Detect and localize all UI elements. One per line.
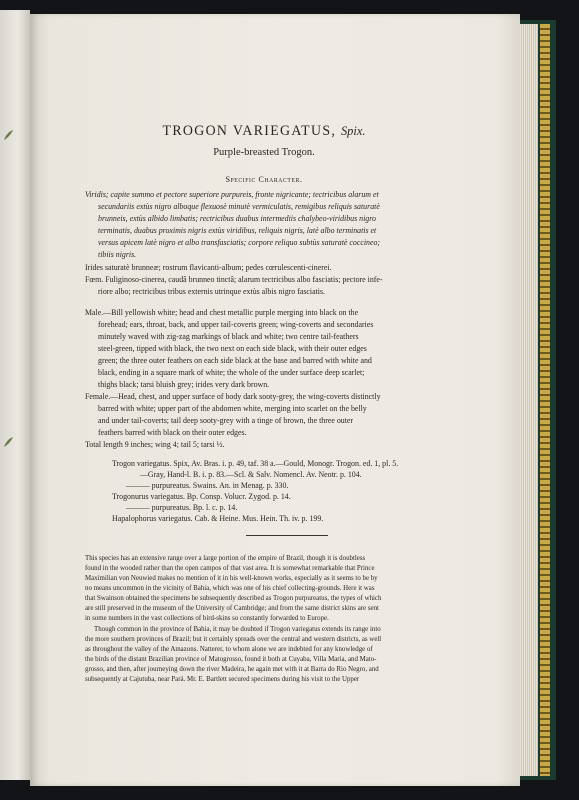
page-title: TROGON VARIEGATUS, Spix. — [162, 123, 366, 139]
section-heading: Specific Character. — [225, 174, 303, 184]
section-divider — [246, 535, 328, 536]
narrative-line: the birds of the distant Brazilian province of Matogrosso, found it both at Cuyaba, Villa Maria, and Mato- — [85, 656, 377, 663]
measurements-line: Total length 9 inches; wing 4; tail 5; tarsi ½. — [85, 440, 225, 449]
latin-line: brunneis, extùs albido limbatis; rectricibus duabus intermediis chalybeo-viridibus nigro — [98, 214, 376, 223]
latin-line: Viridis; capite summo et pectore superiore purpureis, fronte nigricante; tectricibus alarum et — [85, 190, 379, 199]
description-line: minutely waved with zig-zag markings of black and white; two centre tail-feathers — [98, 332, 359, 341]
description-line: thighs black; tarsi bluish grey; irides very dark brown. — [98, 380, 270, 389]
synonymy-line: ——— purpureatus. Bp. l. c. p. 14. — [126, 503, 238, 512]
narrative-line: Maximilian von Neuwied makes no mention of it in his well-known works, especially as it seems to be by — [85, 575, 378, 582]
description-line: Female.—Head, chest, and upper surface of body dark sooty-grey, the wing-coverts distinctly — [85, 392, 381, 401]
iris-line: riore albo; rectricibus tribus externis utrinque extùs albis nigro fasciatis. — [98, 287, 326, 296]
narrative-line: that Swainson obtained the specimens he subsequently described as Trogon purpureatus, the types of which — [85, 595, 382, 602]
leaf-ornament-icon — [2, 128, 14, 142]
description-line: barred with white; upper part of the abdomen white, merging into scarlet on the belly — [98, 404, 367, 413]
latin-line: secundariis extùs nigro alboque flexuosè minutè vermiculatis, remigibus reliquis saturatè — [98, 202, 380, 211]
synonymy-line: Hapalophorus variegatus. Cab. & Heine. Mus. Hein. Th. iv. p. 199. — [112, 514, 324, 523]
narrative-line: grosso, and then, after journeying down the river Madeira, he again met with it at Barra do Rio Negro, and — [85, 666, 379, 673]
narrative-line: no means uncommon in the vicinity of Bahia, which was one of his chief collecting-grounds. Here it was — [85, 585, 375, 592]
narrative-line: as throughout the valley of the Amazons. Natterer, to whom alone we are indebted for any knowledge of — [85, 646, 373, 653]
description-line: Male.—Bill yellowish white; head and chest metallic purple merging into black on the — [85, 308, 359, 317]
synonymy-line: —Gray, Hand-l. B. i. p. 83.—Scl. & Salv. Nomencl. Av. Neotr. p. 104. — [140, 470, 362, 479]
gilt-spine-icon — [540, 24, 550, 776]
description-line: black, ending in a square mark of white; the whole of the under surface deep scarlet; — [98, 368, 365, 377]
narrative-line: Though common in the province of Bahia, it may be doubted if Trogon variegatus extends its range into — [94, 626, 381, 633]
narrative-line: This species has an extensive range over a large portion of the empire of Brazil, though it is doubtless — [85, 555, 366, 562]
narrative-line: the more southern provinces of Brazil; but it certainly spreads over the central and western districts, as well — [85, 636, 382, 643]
latin-line: terminatis, duabus proximis nigris extùs viridibus, reliquis nigris, latè albo terminatis et — [98, 226, 377, 235]
description-line: steel-green, tipped with black, the two next on each side black, with their outer edges — [98, 344, 367, 353]
description-line: feathers barred with black on their outer edges. — [98, 428, 247, 437]
facing-page-edge — [0, 10, 30, 780]
iris-line: Irides saturatè brunneæ; rostrum flavicanti-album; pedes cœrulescenti-cinerei. — [85, 263, 332, 272]
page-subtitle: Purple-breasted Trogon. — [213, 146, 315, 158]
narrative-line: are still preserved in the museum of the University of Cambridge; and from the same district skins are sent — [85, 605, 379, 612]
narrative-line: in some numbers in the vast collections of bird-skins so constantly forwarded to Europe. — [85, 615, 329, 622]
synonymy-line: ——— purpureatus. Swains. An. in Menag. p. 330. — [126, 481, 289, 490]
latin-line: tibiis nigris. — [98, 250, 137, 259]
narrative-line: found in the wooded rather than the open campos of that vast area. It is somewhat remarkable that Prince — [85, 565, 375, 572]
latin-line: versus apicem latè nigro et albo transfasciatis; corpore reliquo subtùs saturatè coccineo; — [98, 238, 381, 247]
description-line: green; the three outer feathers on each side black at the base and barred with white and — [98, 356, 372, 365]
book-page — [30, 14, 520, 786]
iris-line: Fœm. Fuliginoso-cinerea, caudâ brunneo tinctâ; alarum tectricibus albo fasciatis; pectore infe- — [85, 275, 383, 284]
description-line: and under tail-coverts; tail deep sooty-grey with a tinge of brown, the three outer — [98, 416, 354, 425]
leaf-ornament-icon — [2, 435, 14, 449]
description-line: forehead; ears, throat, back, and upper tail-coverts green; wing-coverts and secondaries — [98, 320, 374, 329]
synonymy-line: Trogon variegatus. Spix, Av. Bras. i. p. 49, taf. 38 a.—Gould, Monogr. Trogon. ed. 1, pl. 5. — [112, 459, 399, 468]
synonymy-line: Trogonurus variegatus. Bp. Consp. Volucr. Zygod. p. 14. — [112, 492, 291, 501]
narrative-line: subsequently at Cajutuba, near Pará. Mr. E. Bartlett secured specimens during his visit to the Upper — [85, 676, 360, 683]
